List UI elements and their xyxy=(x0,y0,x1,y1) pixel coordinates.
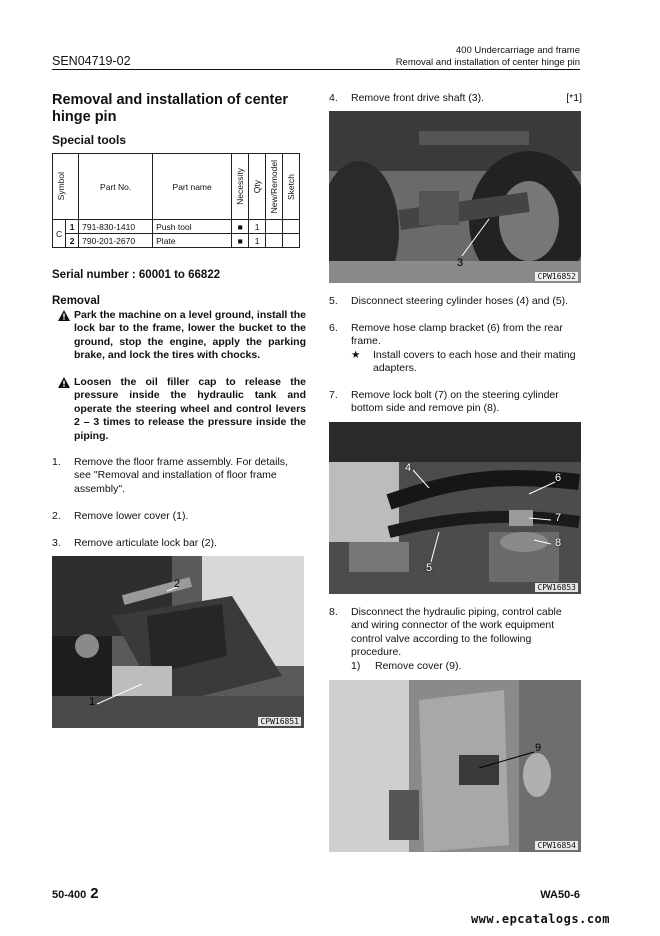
serial-number: Serial number : 60001 to 66822 xyxy=(52,269,221,281)
part-name: Plate xyxy=(153,234,232,248)
col-qty: Qty xyxy=(249,154,266,220)
callout-8: 8 xyxy=(555,537,562,549)
callout-9: 9 xyxy=(535,742,542,754)
doc-code: SEN04719-02 xyxy=(52,54,131,68)
col-new-remodel: New/Remodel xyxy=(266,154,283,220)
figure-articulate-lock-bar xyxy=(52,556,304,728)
step-7: 7. Remove lock bolt (7) on the steering cylinder bottom side and remove pin (8). xyxy=(329,389,559,415)
callout-6: 6 xyxy=(555,472,562,484)
model-name: WA50-6 xyxy=(540,889,580,901)
callout-5: 5 xyxy=(426,562,433,574)
step-4: 4. Remove front drive shaft (3). [*1] xyxy=(329,92,582,104)
step-2: 2. Remove lower cover (1). xyxy=(52,510,189,522)
callout-3: 3 xyxy=(457,257,464,269)
special-tools-table xyxy=(52,153,300,248)
part-no: 790-201-2670 xyxy=(79,234,153,248)
warning-icon xyxy=(58,377,70,388)
step-5: 5. Disconnect steering cylinder hoses (4) and (5). xyxy=(329,295,569,307)
page-number: 50-400 2 xyxy=(52,885,99,902)
figure-front-drive-shaft xyxy=(329,111,581,283)
col-sketch: Sketch xyxy=(283,154,300,220)
col-part-no: Part No. xyxy=(79,154,153,220)
figure-caption: CPW16852 xyxy=(537,272,576,281)
step-8-sub: 1) Remove cover (9). xyxy=(351,659,462,672)
callout-2: 2 xyxy=(174,578,181,590)
step-3: 3. Remove articulate lock bar (2). xyxy=(52,537,217,549)
warning-icon xyxy=(58,310,70,321)
callout-1: 1 xyxy=(89,696,96,708)
star-icon: ★ xyxy=(351,348,361,361)
figure-caption: CPW16853 xyxy=(537,583,576,592)
callout-7: 7 xyxy=(555,512,562,524)
part-no: 791-830-1410 xyxy=(79,220,153,234)
page-title: Removal and installation of center hinge pin xyxy=(52,92,289,125)
reference-mark: [*1] xyxy=(566,92,582,104)
header-subject: Removal and installation of center hinge pin xyxy=(395,57,580,68)
col-part-name: Part name xyxy=(153,154,232,220)
figure-caption: CPW16854 xyxy=(537,841,576,850)
figure-cover xyxy=(329,680,581,852)
warning-2: Loosen the oil filler cap to release the pressure inside the hydraulic tank and operate the steering wheel and control levers 2 – 3 times to release the pressure inside the piping. xyxy=(58,376,306,443)
step-1: 1. Remove the floor frame assembly. For details, see "Removal and installation of floor frame assembly". xyxy=(52,456,288,495)
warning-1: Park the machine on a level ground, install the lock bar to the frame, lower the bucket to the ground, stop the engine, apply the parking brake, and lock the tires with chocks. xyxy=(58,309,306,363)
special-tools-heading: Special tools xyxy=(52,133,127,147)
step-8: 8. Disconnect the hydraulic piping, control cable and wiring connector of the work equipment control valve according to the following procedure. 1) Remove cover (9). xyxy=(329,606,582,673)
header-rule xyxy=(52,69,580,70)
callout-4: 4 xyxy=(405,462,412,474)
table-row: 2 790-201-2670 Plate ■ 1 xyxy=(53,234,300,248)
header-section: 400 Undercarriage and frame xyxy=(455,45,580,56)
removal-heading: Removal xyxy=(52,295,100,307)
figure-steering-cylinder xyxy=(329,422,581,594)
group-symbol: C xyxy=(53,220,66,248)
header-right xyxy=(396,45,580,69)
figure-caption: CPW16851 xyxy=(260,717,299,726)
col-symbol: Symbol xyxy=(53,154,79,220)
step-6: 6. Remove hose clamp bracket (6) from the rear frame. ★ Install covers to each hose and their mating adapters. xyxy=(329,322,582,376)
table-row: C 1 791-830-1410 Push tool ■ 1 xyxy=(53,220,300,234)
watermark: www.epcatalogs.com xyxy=(470,912,610,926)
part-name: Push tool xyxy=(153,220,232,234)
step-6-note: ★ Install covers to each hose and their mating adapters. xyxy=(351,348,576,375)
col-necessity: Necessity xyxy=(232,154,249,220)
